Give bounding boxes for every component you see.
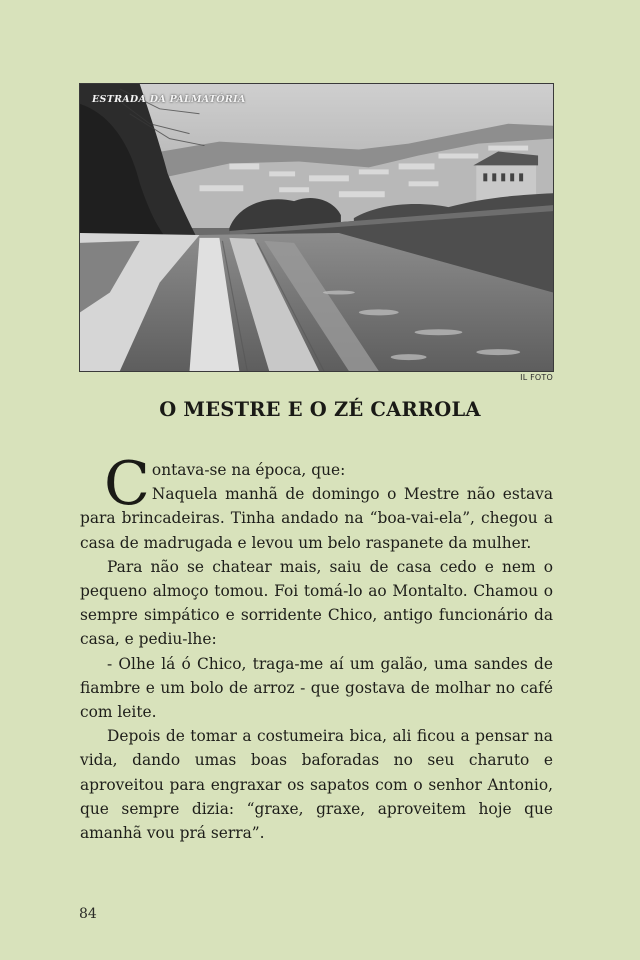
article-title: O MESTRE E O ZÉ CARROLA [159,398,481,421]
paragraph: - Olhe lá ó Chico, traga-me aí um galão, uma sandes de fiambre e um bolo de arroz - que gostava de molhar no café com leite. [80,654,553,722]
page-number: 84 [79,906,97,922]
paragraph-intro [80,449,553,555]
photo-credit: IL FOTO [520,373,553,382]
paragraph: Para não se chatear mais, saiu de casa cedo e nem o pequeno almoço tomou. Foi tomá-lo ao Montalto. Chamou o sempre simpático e sorridente Chico, antigo funcionário da casa, e pediu-lhe: [80,557,553,649]
intro-line: ontava-se na época, que: [151,461,346,479]
drop-cap: C [104,449,150,519]
article-body [80,449,553,845]
photo-estrada-da-palmatoria [79,83,554,372]
paragraph: Depois de tomar a costumeira bica, ali ficou a pensar na vida, dando umas boas baforadas no seu charuto e aproveitou para engraxar os sapatos com o senhor Antonio, que sempre dizia: “graxe, graxe, aproveitem hoje que amanhã vou prá serra”. [80,727,553,843]
snowy-road-photo [80,84,553,371]
paragraph-text: Naquela manhã de domingo o Mestre não estava para brincadeiras. Tinha andado na “boa-vai-ela”, chegou a casa de madrugada e levou um belo raspanete da mulher. [80,485,553,552]
photo-caption: ESTRADA DA PALMATÓRIA [92,94,246,105]
